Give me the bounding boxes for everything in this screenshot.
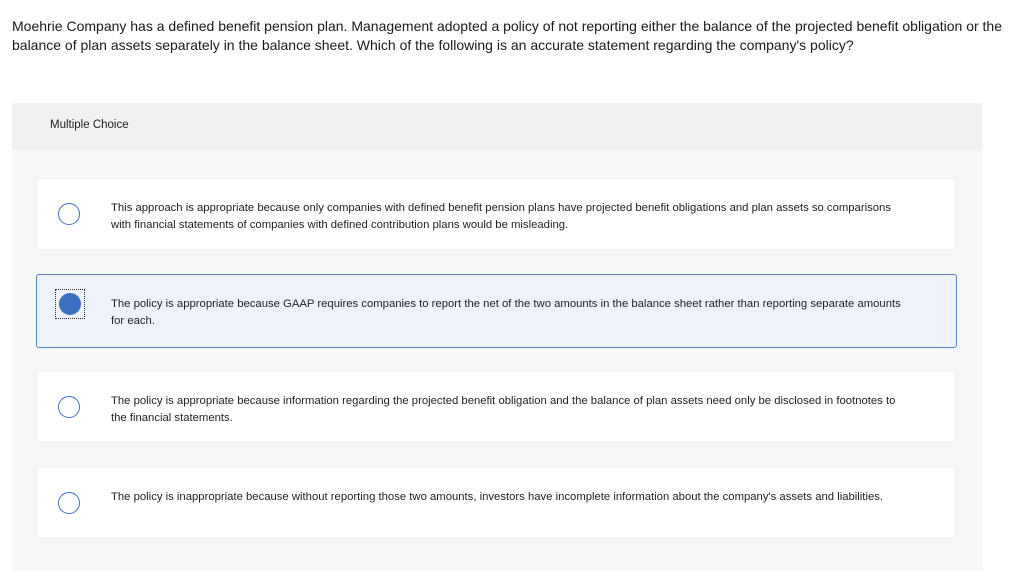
radio-filled-icon[interactable] bbox=[59, 293, 81, 315]
choice-option-text: The policy is appropriate because information regarding the projected benefit obligation and the balance of plan assets need only be disclosed in footnotes to the financial statements. bbox=[111, 395, 896, 424]
radio-empty-icon[interactable] bbox=[58, 396, 80, 418]
choice-option-text: The policy is inappropriate because without reporting those two amounts, investors have incomplete information about the company's assets and liabilities. bbox=[111, 491, 884, 503]
choice-option-text: The policy is appropriate because GAAP requires companies to report the net of the two amounts in the balance sheet rather than reporting separate amounts for each. bbox=[111, 298, 901, 327]
choice-option-4[interactable] bbox=[36, 467, 956, 539]
choice-option-1[interactable] bbox=[36, 178, 956, 250]
multiple-choice-header bbox=[12, 103, 982, 149]
radio-empty-icon[interactable] bbox=[58, 203, 80, 225]
choice-option-3[interactable] bbox=[36, 371, 956, 443]
question-text: Moehrie Company has a defined benefit pension plan. Management adopted a policy of not reporting either the balance of the projected benefit obligation or the balance of plan assets separately in the balance sheet. Which of the following is an accurate statement regarding the company's policy? bbox=[12, 18, 1003, 53]
choice-option-2[interactable] bbox=[36, 274, 957, 348]
multiple-choice-label: Multiple Choice bbox=[50, 119, 129, 131]
multiple-choice-panel bbox=[12, 103, 982, 571]
radio-empty-icon[interactable] bbox=[58, 492, 80, 514]
choice-option-text: This approach is appropriate because only companies with defined benefit pension plans have projected benefit obligations and plan assets so comparisons with financial statements of companies with defined contribution plans would be misleading. bbox=[111, 202, 891, 231]
